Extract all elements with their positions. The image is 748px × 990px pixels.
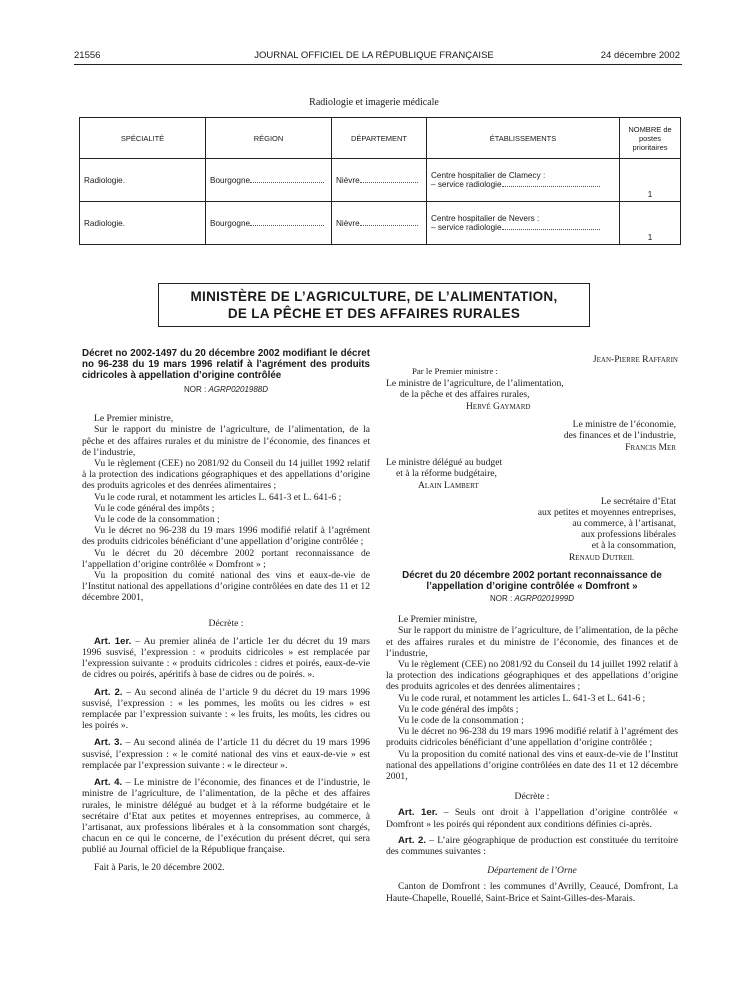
- cell-etablissement: [427, 202, 620, 245]
- cell-specialite: Radiologie.: [80, 159, 206, 202]
- cell-region: [206, 159, 332, 202]
- paragraph: Le Premier ministre,: [398, 614, 478, 626]
- header-specialite: SPÉCIALITÉ: [80, 118, 206, 159]
- par-le-premier-ministre: Par le Premier ministre :: [412, 366, 498, 376]
- cell-departement: [332, 202, 427, 245]
- dept-heading: Département de l’Orne: [487, 865, 577, 877]
- page-number: 21556: [74, 50, 101, 61]
- article-label: Art. 1er.: [398, 807, 438, 819]
- dot-leader: [360, 225, 418, 226]
- signature-pm: Jean-Pierre Raffarin: [592, 354, 678, 365]
- header-etablissements: ÉTABLISSEMENTS: [427, 118, 620, 159]
- paragraph: Vu la proposition du comité national des vins et eaux-de-vie de l’Institut national des appellations d’origine contrôlées en date des 11 et 12 décembre 2001,: [82, 570, 370, 604]
- article-label: Art. 2.: [398, 834, 427, 846]
- article-label: Art. 2.: [94, 686, 123, 698]
- paragraph: Vu le décret no 96-238 du 19 mars 1996 modifié relatif à l’agrément des produits cidricoles bénéficiant d’une appellation d’origine contrôlée ;: [386, 726, 678, 749]
- se-title-line4: aux professions libérales: [581, 529, 676, 540]
- decree1-column: [82, 348, 370, 873]
- paragraph: Vu le code de la consommation ;: [94, 514, 220, 526]
- article-label: Art. 1er.: [94, 635, 132, 647]
- agri-title-line1: Le ministre de l’agriculture, de l’alimentation,: [386, 378, 564, 389]
- eco-title-line1: Le ministre de l’économie,: [572, 419, 676, 430]
- paragraph: Sur le rapport du ministre de l’agriculture, de l’alimentation, de la pêche et des affaires rurales et du ministre de l’économie, des finances et de l’industrie,: [82, 424, 370, 458]
- header-region: RÉGION: [206, 118, 332, 159]
- paragraph: Vu le décret no 96-238 du 19 mars 1996 modifié relatif à l’agrément des produits cidricoles bénéficiant d’une appellation d’origine contrôlée ;: [82, 525, 370, 548]
- issue-date: 24 décembre 2002: [600, 50, 680, 61]
- table-header-row: [80, 118, 681, 159]
- article-text: – Au second alinéa de l’article 11 du décret du 19 mars 1996 susvisé, l’expression : « le comité national des vins et eaux-de-vie » est remplacée par l’expression suivante : « le directeur ».: [82, 737, 370, 771]
- fait-line: Fait à Paris, le 20 décembre 2002.: [94, 861, 225, 873]
- departement-value: Nièvre: [336, 218, 360, 228]
- signature-se-name: Renaud Dutreil: [568, 552, 634, 563]
- signature-budget-title: [386, 457, 686, 479]
- etab-line1: Centre hospitalier de Clamecy :: [431, 171, 546, 180]
- region-value: Bourgogne: [210, 175, 251, 185]
- table-row: [80, 159, 681, 202]
- article-text: – Au premier alinéa de l’article 1er du décret du 19 mars 1996 susvisé, l’expression : « produits cidricoles » est remplacée par l’expression suivante : « produits cidricoles : cidres et poirés, eaux-de-vie de cidres ou poirés, apéritifs à base de cidres ou de poirés. ».: [82, 635, 370, 681]
- dot-leader: [502, 229, 600, 230]
- cell-nombre: 1: [620, 159, 681, 202]
- cell-etablissement: [427, 159, 620, 202]
- decrete: Décrète :: [208, 617, 244, 629]
- nor-code: AGRP0201999D: [514, 594, 575, 603]
- article: [82, 687, 370, 732]
- article-text: – L’aire géographique de production est constituée du territoire des communes suivantes :: [386, 834, 678, 858]
- paragraph: Vu la proposition du comité national des vins et eaux-de-vie de l’Institut national des appellations d’origine contrôlées en date des 11 et 12 décembre 2001,: [386, 748, 678, 783]
- signature-se-title: [390, 496, 676, 551]
- region-value: Bourgogne: [210, 218, 251, 228]
- decree2-nor: [386, 593, 678, 604]
- decree1-nor: [82, 384, 370, 395]
- signature-eco-title: [390, 419, 676, 441]
- article-label: Art. 3.: [94, 737, 123, 749]
- header-rule: [74, 64, 682, 65]
- table-row: [80, 202, 681, 245]
- article-label: Art. 4.: [94, 777, 123, 789]
- article-text: – Seuls ont droit à l’appellation d’origine contrôlée « Domfront » les poirés qui répondent aux conditions définies ci-après.: [386, 807, 678, 830]
- journal-title: JOURNAL OFFICIEL DE LA RÉPUBLIQUE FRANÇAISE: [254, 50, 494, 61]
- header-departement: DÉPARTEMENT: [332, 118, 427, 159]
- decree1-title: Décret no 2002-1497 du 20 décembre 2002 modifiant le décret no 96-238 du 19 mars 1996 relatif à l’agrément des produits cidricoles à appellation d’origine contrôlée: [82, 348, 370, 381]
- signature-agri-title: [386, 378, 686, 400]
- article: [82, 737, 370, 771]
- paragraph: Vu le code de la consommation ;: [398, 715, 524, 727]
- paragraph: Vu le décret du 20 décembre 2002 portant reconnaissance de l’appellation d’origine contrôlée « Domfront » ;: [82, 547, 370, 570]
- cell-region: [206, 202, 332, 245]
- paragraph: Le Premier ministre,: [94, 413, 174, 425]
- paragraph: Vu le code général des impôts ;: [398, 703, 519, 715]
- decrete: Décrète :: [514, 791, 550, 803]
- nor-label: NOR :: [183, 385, 207, 394]
- ministry-heading: [158, 283, 590, 327]
- nor-code: AGRP0201988D: [208, 385, 269, 394]
- paragraph: Vu le règlement (CEE) no 2081/92 du Conseil du 14 juillet 1992 relatif à la protection des indications géographiques et des appellations d’origine des produits agricoles et des denrées alimentaires ;: [386, 659, 678, 693]
- etab-line2: – service radiologie: [431, 223, 502, 232]
- decree2-title: Décret du 20 décembre 2002 portant reconnaissance de l’appellation d’origine contrôlée « Domfront »: [402, 570, 662, 592]
- se-title-line3: au commerce, à l’artisanat,: [572, 518, 676, 529]
- nor-label: NOR :: [489, 594, 513, 603]
- paragraph: Vu le code rural, et notamment les articles L. 641-3 et L. 641-6 ;: [398, 692, 646, 704]
- paragraph: Sur le rapport du ministre de l’agriculture, de l’alimentation, de la pêche et des affaires rurales et du ministre de l’économie, des finances et de l’industrie,: [386, 625, 678, 659]
- etab-line1: Centre hospitalier de Nevers :: [431, 214, 540, 223]
- posts-table: [79, 117, 681, 245]
- table-caption: Radiologie et imagerie médicale: [309, 97, 439, 108]
- cell-specialite: Radiologie.: [80, 202, 206, 245]
- article-text: – Le ministre de l’économie, des finances et de l’industrie, le ministre de l’agriculture, de l’alimentation, de la pêche et des affaires rurales, le ministre délégué au budget et à la réforme budgétaire et le secrétaire d’Etat aux petites et moyennes entreprises, au commerce, à l’artisanat, aux professions libérales et à la consommation sont chargés, chacun en ce qui le concerne, de l’exécution du présent décret, qui sera publié au Journal officiel de la République française.: [82, 777, 370, 856]
- canton-paragraph: Canton de Domfront : les communes d’Avrilly, Ceaucé, Domfront, La Haute-Chapelle, Rouellé, Saint-Brice et Saint-Gilles-des-Marais.: [386, 881, 678, 904]
- article-text: – Au second alinéa de l’article 9 du décret du 19 mars 1996 susvisé, l’expression : « les pommes, les moûts ou les cidres » est remplacée par l’expression suivante : « les fruits, les moûts, les cidres ou les poirés ».: [82, 686, 370, 732]
- ministry-line2: DE LA PÊCHE ET DES AFFAIRES RURALES: [227, 306, 521, 321]
- article: [386, 835, 678, 857]
- article: [82, 636, 370, 681]
- budget-title-line1: Le ministre délégué au budget: [386, 457, 503, 468]
- paragraph: Vu le règlement (CEE) no 2081/92 du Conseil du 14 juillet 1992 relatif à la protection des indications géographiques et des appellations d’origine des produits agricoles et des denrées alimentaires ;: [82, 458, 370, 492]
- se-title-line2: aux petites et moyennes entreprises,: [537, 507, 676, 518]
- dot-leader: [360, 182, 418, 183]
- ministry-line1: MINISTÈRE DE L’AGRICULTURE, DE L’ALIMENTATION,: [190, 289, 558, 304]
- header-nombre: NOMBRE de postes prioritaires: [620, 118, 681, 159]
- budget-title-line2: et à la réforme budgétaire,: [396, 468, 497, 479]
- se-title-line1: Le secrétaire d’Etat: [600, 496, 676, 507]
- paragraph: Vu le code général des impôts ;: [94, 502, 215, 514]
- signature-budget-name: Alain Lambert: [418, 480, 479, 491]
- dot-leader: [250, 225, 324, 226]
- se-title-line5: et à la consommation,: [591, 540, 676, 551]
- etab-line2: – service radiologie: [431, 180, 502, 189]
- article: [386, 807, 678, 829]
- eco-title-line2: des finances et de l’industrie,: [563, 430, 676, 441]
- decree2-column: [386, 570, 678, 904]
- dot-leader: [502, 186, 600, 187]
- dot-leader: [250, 182, 324, 183]
- departement-value: Nièvre: [336, 175, 360, 185]
- signature-agri-name: Hervé Gaymard: [466, 401, 531, 412]
- article: [82, 777, 370, 855]
- cell-nombre: 1: [620, 202, 681, 245]
- cell-departement: [332, 159, 427, 202]
- paragraph: Vu le code rural, et notamment les articles L. 641-3 et L. 641-6 ;: [94, 491, 342, 503]
- agri-title-line2: de la pêche et des affaires rurales,: [400, 389, 530, 400]
- signature-eco-name: Francis Mer: [625, 442, 676, 453]
